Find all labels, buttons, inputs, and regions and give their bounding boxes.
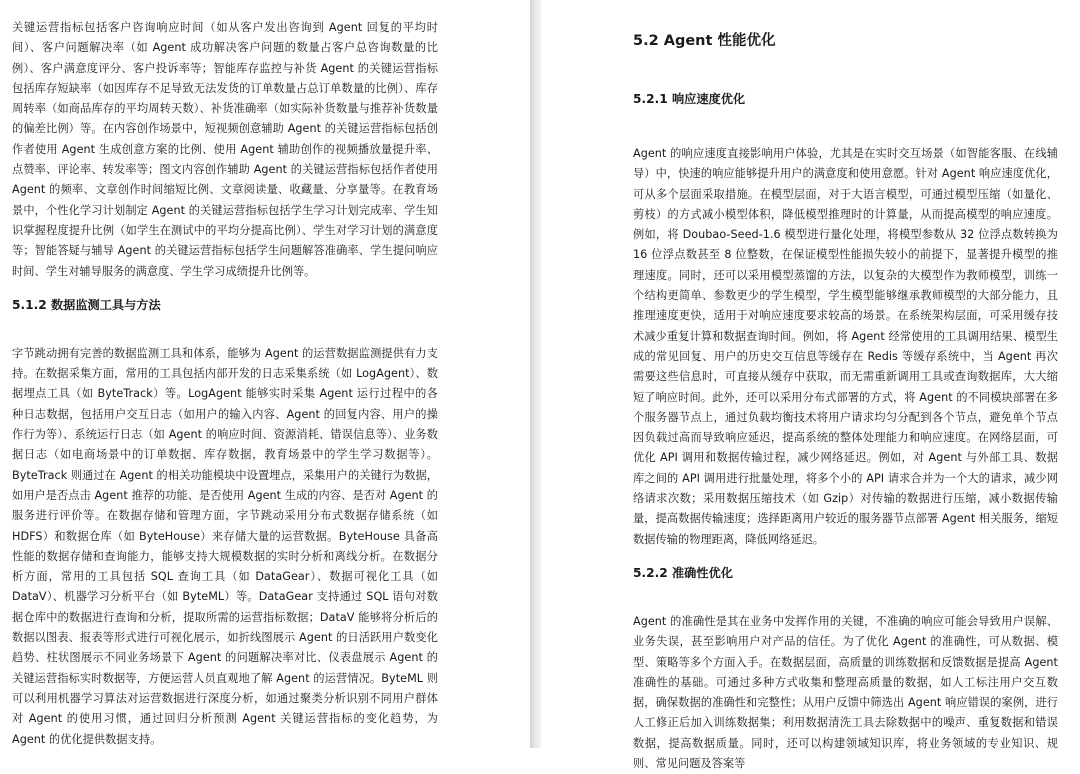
paragraph-data-monitoring-tools: 字节跳动拥有完善的数据监测工具和体系，能够为 Agent 的运营数据监测提供有力支持。在数据采集方面，常用的工具包括内部开发的日志采集系统（如 LogAgent）、数据埋点工具（如 ByteTrack）等。LogAgent 能够实时采集 Agent 运行过程中的各种日志数据，包括用户交互日志（如用户的输入内容、Agent 的回复内容、用户的操作行为等）、系统运行日志（如 Agent 的响应时间、资源消耗、错误信息等）、业务数据日志（如电商场景中的订单数据、库存数据，教育场景中的学生学习数据等）。ByteTrack 则通过在 Agent 的相关功能模块中设置埋点，采集用户的关键行为数据，如用户是否点击 Agent 推荐的功能、是否使用 Agent 生成的内容、是否对 Agent 的服务进行评价等。在数据存储和管理方面，字节跳动采用分布式数据存储系统（如 HDFS）和数据仓库（如 ByteHouse）来存储大量的运营数据。ByteHouse 具备高性能的数据存储和查询能力，能够支持大规模数据的实时分析和离线分析。在数据分析方面，常用的工具包括 SQL 查询工具（如 DataGear）、数据可视化工具（如 DataV）、机器学习分析平台（如 ByteML）等。DataGear 支持通过 SQL 语句对数据仓库中的数据进行查询和分析，提取所需的运营指标数据；DataV 能够将分析后的数据以图表、报表等形式进行可视化展示，如折线图展示 Agent 的日活跃用户数变化趋势、柱状图展示不同业务场景下 Agent 的问题解决率对比、仪表盘展示 Agent 的关键运营指标实时数据等，方便运营人员直观地了解 Agent 的运营情况。ByteML 则可以利用机器学习算法对运营数据进行深度分析，如通过聚类分析识别不同用户群体对 Agent 的使用习惯，通过回归分析预测 Agent 关键运营指标的变化趋势，为 Agent 的优化提供数据支持。 [12,346,438,746]
paragraph-response-speed: Agent 的响应速度直接影响用户体验，尤其是在实时交互场景（如智能客服、在线辅导）中，快速的响应能够提升用户的满意度和使用意愿。针对 Agent 响应速度优化，可从多个层面采取措施。在模型层面，对于大语言模型，可通过模型压缩（如量化、剪枝）的方式减小模型体积，降低模型推理时的计算量，从而提高模型的响应速度。例如，将 Doubao-Seed-1.6 模型进行量化处理，将模型参数从 32 位浮点数转换为 16 位浮点数甚至 8 位整数，在保证模型性能损失较小的前提下，显著提升模型的推理速度。同时，还可以采用模型蒸馏的方法，以复杂的大模型作为教师模型，训练一个结构更简单、参数更少的学生模型，学生模型能够继承教师模型的大部分能力，且推理速度更快，适用于对响应速度要求较高的场景。在系统架构层面，可采用缓存技术减少重复计算和数据查询时间。例如，将 Agent 经常使用的工具调用结果、模型生成的常见回复、用户的历史交互信息等缓存在 Redis 等缓存系统中，当 Agent 再次需要这些信息时，可直接从缓存中获取，而无需重新调用工具或查询数据库，大大缩短了响应时间。此外，还可以采用分布式部署的方式，将 Agent 的不同模块部署在多个服务器节点上，通过负载均衡技术将用户请求均匀分配到各个节点，避免单个节点因负载过高而导致响应延迟，提高系统的整体处理能力和响应速度。在网络层面，可优化 API 调用和数据传输过程，减少网络延迟。例如，对 Agent 与外部工具、数据库之间的 API 调用进行批量处理，将多个小的 API 请求合并为一个大的请求，减少网络请求次数；采用数据压缩技术（如 Gzip）对传输的数据进行压缩，减小数据传输量，提高数据传输速度；选择距离用户较近的服务器节点部署 Agent 相关服务，缩短数据传输的物理距离，降低网络延迟。 [633,147,1058,546]
paragraph-accuracy: Agent 的准确性是其在业务中发挥作用的关键，不准确的响应可能会导致用户误解、业务失误，甚至影响用户对产品的信任。为了优化 Agent 的准确性，可从数据、模型、策略等多个方面入手。在数据层面，高质量的训练数据和反馈数据是提高 Agent 准确性的基础。可通过多种方式收集和整理高质量的数据，如人工标注用户交互数据，确保数据的准确性和完整性；从用户反馈中筛选出 Agent 响应错误的案例，进行人工修正后加入训练数据集；利用数据清洗工具去除数据中的噪声、重复数据和错误数据，提高数据质量。同时，还可以构建领域知识库，将业务领域的专业知识、规则、常见问题及答案等 [633,614,1058,771]
section-heading-5-2: 5.2 Agent 性能优化 [633,33,776,49]
section-heading-5-2-2: 5.2.2 准确性优化 [633,565,733,580]
section-heading-5-2-1: 5.2.1 响应速度优化 [633,92,746,106]
left-page [0,0,530,748]
paragraph-kpi-examples: 关键运营指标包括客户咨询响应时间（如从客户发出咨询到 Agent 回复的平均时间）、客户问题解决率（如 Agent 成功解决客户问题的数量占客户总咨询数量的比例）、客户满意度评分、客户投诉率等；智能库存监控与补货 Agent 的关键运营指标包括库存短缺率（如因库存不足导致无法发货的订单数量占总订单数量的比例）、库存周转率（如商品库存的平均周转天数）、补货准确率（如实际补货数量与推荐补货数量的偏差比例）等。在内容创作场景中，短视频创意辅助 Agent 的关键运营指标包括创作者使用 Agent 生成创意方案的比例、使用 Agent 辅助创作的视频播放量提升率、点赞率、评论率、转发率等；图文内容创作辅助 Agent 的关键运营指标包括作者使用 Agent 的频率、文章创作时间缩短比例、文章阅读量、收藏量、分享量等。在教育场景中，个性化学习计划制定 Agent 的关键运营指标包括学生学习计划完成率、学生知识掌握程度提升比例（如学生在测试中的平均分提高比例）、学生对学习计划的满意度等；智能答疑与辅导 Agent 的关键运营指标包括学生问题解答准确率、学生提问响应时间、学生对辅导服务的满意度、学生学习成绩提升比例等。 [12,21,438,278]
page-gutter [530,0,541,748]
right-page [541,0,1080,771]
section-heading-5-1-2: 5.1.2 数据监测工具与方法 [12,297,161,312]
